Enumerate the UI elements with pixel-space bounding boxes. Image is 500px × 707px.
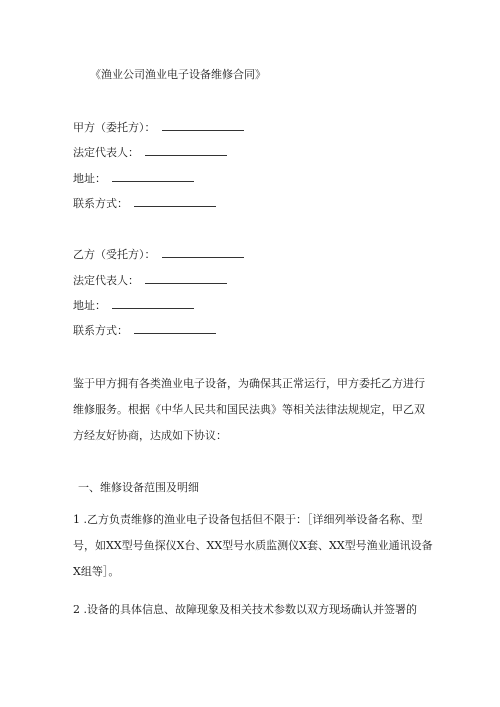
party-b-rep-label: 法定代表人： — [73, 274, 139, 287]
party-a-address-blank — [112, 170, 194, 182]
party-b-address-label: 地址： — [73, 299, 106, 312]
party-b-name-blank — [162, 246, 244, 258]
section-1-clause-1: 1 .乙方负责维修的渔业电子设备包括但不限于：［详细列举设备名称、型号，如XX型号鱼探仪X台、XX型号水质监测仪X套、XX型号渔业通讯设备X组等］。 — [73, 513, 433, 578]
party-a-heading: 甲方（委托方）： — [73, 121, 156, 134]
party-b-heading: 乙方（受托方）： — [73, 248, 156, 261]
section-1-clause-2: 2 .设备的具体信息、故障现象及相关技术参数以双方现场确认并签署的 — [73, 603, 417, 616]
party-a-name-blank — [162, 119, 244, 131]
party-b-address-row — [73, 297, 194, 314]
party-a-contact-label: 联系方式： — [73, 197, 128, 210]
party-a-heading-row — [73, 119, 244, 136]
party-b-contact-label: 联系方式： — [73, 324, 128, 337]
party-a-address-label: 地址： — [73, 172, 106, 185]
party-a-contact-blank — [134, 195, 216, 207]
party-b-contact-blank — [134, 322, 216, 334]
preamble-paragraph: 鉴于甲方拥有各类渔业电子设备，为确保其正常运行，甲方委托乙方进行维修服务。根据《中华人民共和国民法典》等相关法律法规规定，甲乙双方经友好协商，达成如下协议： — [73, 377, 425, 442]
party-a-contact-row — [73, 195, 216, 212]
party-b-rep-row — [73, 272, 227, 289]
party-a-rep-row — [73, 144, 227, 161]
party-b-heading-row — [73, 246, 244, 263]
party-b-rep-blank — [145, 272, 227, 284]
party-a-address-row — [73, 170, 194, 187]
party-a-rep-blank — [145, 144, 227, 156]
party-b-contact-row — [73, 322, 216, 339]
party-b-address-blank — [112, 297, 194, 309]
contract-title: 《渔业公司渔业电子设备维修合同》 — [90, 68, 266, 81]
section-1-heading: 一、维修设备范围及明细 — [78, 481, 199, 494]
party-a-rep-label: 法定代表人： — [73, 146, 139, 159]
